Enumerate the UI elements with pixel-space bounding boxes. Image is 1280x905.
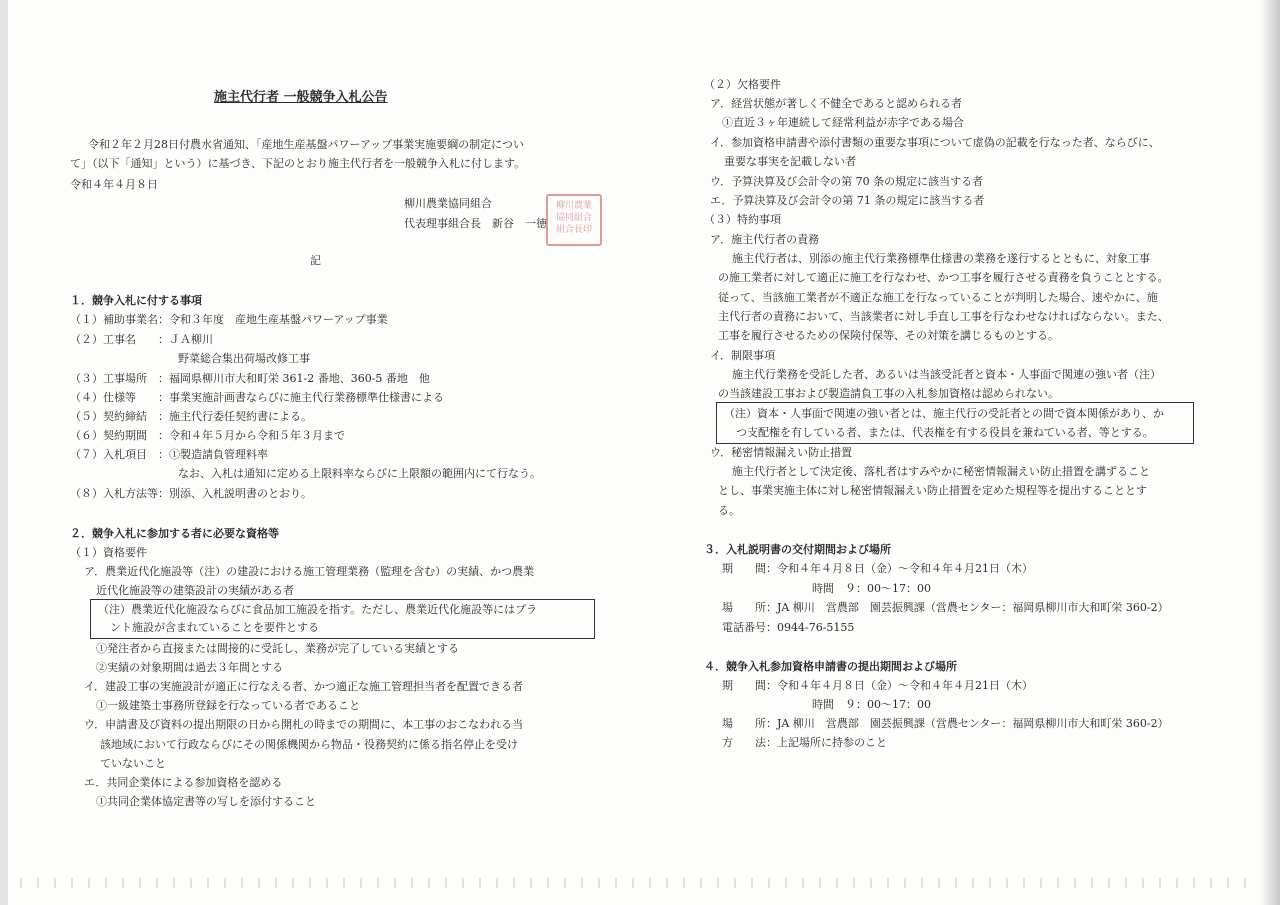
s2-line: （１）資格要件	[70, 546, 147, 559]
s3-line: 期 間：令和４年４月８日（金）～令和４年４月21日（木）	[722, 562, 1033, 575]
intro-line-1: 令和２年２月28日付農水省通知、「産地生産基盤パワーアップ事業実施要綱の制定につい	[88, 138, 524, 151]
s3-line: 電話番号：0944-76-5155	[722, 621, 855, 634]
r-line: 工事を履行させるための保険付保等、その対策を講じるものとする。	[718, 329, 1059, 342]
r-line: ア．施主代行者の責務	[710, 233, 820, 246]
r-line: ウ．予算決算及び会計令の第 70 条の規定に該当する者	[710, 175, 984, 188]
s2-line: ①共同企業体協定書等の写しを添付すること	[96, 795, 316, 808]
document-title: 施主代行者 一般競争入札公告	[214, 90, 388, 105]
r-line: エ．予算決算及び会計令の第 71 条の規定に該当する者	[710, 194, 985, 207]
s2-line: ①一級建築士事務所登録を行なっている者であること	[96, 699, 360, 712]
s4-line: 時間 ９：00～17：00	[812, 698, 931, 711]
s2-line: 近代化施設等の建築設計の実績がある者	[96, 584, 294, 597]
issuer-representative: 代表理事組合長 新谷 一徳	[404, 217, 547, 230]
scan-right-edge	[1260, 0, 1280, 905]
s2-line: イ．建設工事の実施設計が適正に行なえる者、かつ適正な施工管理担当者を配置できる者	[84, 680, 524, 693]
r-line: 施主代行者は、別添の施主代行業務標準仕様書の業務を遂行するとともに、対象工事	[732, 252, 1150, 265]
r-line: イ．制限事項	[710, 349, 776, 362]
s1-line: なお、入札は通知に定める上限料率ならびに上限額の範囲内にて行なう。	[178, 467, 541, 480]
section-2-heading: ２．競争入札に参加する者に必要な資格等	[70, 527, 279, 540]
ki-label: 記	[310, 254, 321, 267]
s3-line: 時間 ９：00～17：00	[812, 582, 931, 595]
s4-line: 期 間：令和４年４月８日（金）～令和４年４月21日（木）	[722, 679, 1033, 692]
r-line: イ．参加資格申請書や添付書類の重要な事項について虚偽の記載を行なった者、ならびに、	[710, 136, 1160, 149]
s1-line: （６）契約期間 ：令和４年５月から令和５年３月まで	[70, 429, 345, 442]
r-line: 主代行者の責務において、当該業者に対し手直し工事を行なわせなければならない。また、	[718, 310, 1169, 323]
issuer-org: 柳川農業協同組合	[404, 197, 492, 210]
r-line: （３）特約事項	[704, 213, 781, 226]
r-line: 重要な事実を記載しない者	[724, 155, 856, 168]
s4-line: 場 所：JA 柳川 営農部 園芸振興課（営農センター：福岡県柳川市大和町栄 360-2）	[722, 717, 1169, 730]
r-line: ウ．秘密情報漏えい防止措置	[710, 446, 853, 459]
r-line: る。	[718, 504, 740, 517]
s1-line: 野菜総合集出荷場改修工事	[178, 352, 310, 365]
r-line: とし、事業実施主体に対し秘密情報漏えい防止措置を定めた規程等を提出することとす	[718, 484, 1147, 497]
r-line: ①直近３ヶ年連続して経常利益が赤字である場合	[722, 116, 964, 129]
section-1-heading: １．競争入札に付する事項	[70, 294, 202, 307]
s2-line: ウ．申請書及び資料の提出期限の日から開札の時までの期間に、本工事のおこなわれる当	[84, 718, 524, 731]
r-note-line: （注）資本・人事面で関連の強い者とは、施主代行の受託者との間で資本関係があり、か	[724, 407, 1164, 420]
s2-line: ②実績の対象期間は過去３年間とする	[96, 661, 283, 674]
s1-line: （４）仕様等 ：事業実施計画書ならびに施主代行業務標準仕様書による	[70, 391, 444, 404]
intro-line-2: て」（以下「通知」という）に基づき、下記のとおり施主代行者を一般競争入札に付します。	[70, 157, 526, 170]
official-seal: 柳川農業 協同組合 組合長印	[546, 194, 602, 246]
s2-note-line: （注）農業近代化施設ならびに食品加工施設を指す。ただし、農業近代化施設等にはプラ	[98, 603, 538, 616]
s2-line: ①発注者から直接または間接的に受託し、業務が完了している実績とする	[96, 642, 459, 655]
r-note-line: つ支配権を有している者、または、代表権を有する役員を兼ねている者、等とする。	[736, 426, 1154, 439]
r-line: 施主代行者として決定後、落札者はすみやかに秘密情報漏えい防止措置を講ずること	[732, 465, 1150, 478]
s1-line: （１）補助事業名：令和３年度 産地生産基盤パワーアップ事業	[70, 313, 388, 326]
s2-line: ア．農業近代化施設等（注）の建設における施工管理業務（監理を含む）の実績、かつ農業	[84, 565, 535, 578]
s1-line: （８）入札方法等：別添、入札説明書のとおり。	[70, 487, 312, 500]
s1-line: （２）工事名 ：ＪＡ柳川	[70, 333, 213, 346]
r-line: （２）欠格要件	[704, 78, 781, 91]
r-line: 従って、当該施工業者が不適正な施工を行なっていることが判明した場合、速やかに、施	[718, 291, 1158, 304]
r-line: 施主代行業務を受託した者、あるいは当該受託者と資本・人事面で関連の強い者（注）	[732, 368, 1161, 381]
s2-line: エ．共同企業体による参加資格を認める	[84, 776, 283, 789]
s1-line: （７）入札項目 ：①製造請負管理料率	[70, 448, 268, 461]
issue-date: 令和４年４月８日	[70, 178, 158, 191]
s3-line: 場 所：JA 柳川 営農部 園芸振興課（営農センター：福岡県柳川市大和町栄 360-2）	[722, 601, 1169, 614]
section-4-heading: ４．競争入札参加資格申請書の提出期間および場所	[704, 660, 957, 673]
scan-noise	[20, 878, 1250, 888]
scan-left-edge	[0, 0, 8, 905]
r-line: の施工業者に対して適正に施工を行なわせ、かつ工事を履行させる責務を負うこととする。	[718, 271, 1169, 284]
section-3-heading: ３．入札説明書の交付期間および場所	[704, 543, 891, 556]
r-line: ア．経営状態が著しく不健全であると認められる者	[710, 97, 963, 110]
r-line: の当該建設工事および製造請負工事の入札参加資格は認められない。	[718, 387, 1059, 400]
s4-line: 方 法：上記場所に持参のこと	[722, 736, 887, 749]
s2-line: 該地域において行政ならびにその関係機関から物品・役務契約に係る指名停止を受け	[100, 738, 518, 751]
s2-note-line: ント施設が含まれていることを要件とする	[110, 621, 319, 634]
s1-line: （５）契約締結 ：施主代行委任契約書による。	[70, 410, 312, 423]
s1-line: （３）工事場所 ：福岡県柳川市大和町栄 361-2 番地、360-5 番地 他	[70, 372, 430, 385]
s2-line: ていないこと	[100, 757, 166, 770]
